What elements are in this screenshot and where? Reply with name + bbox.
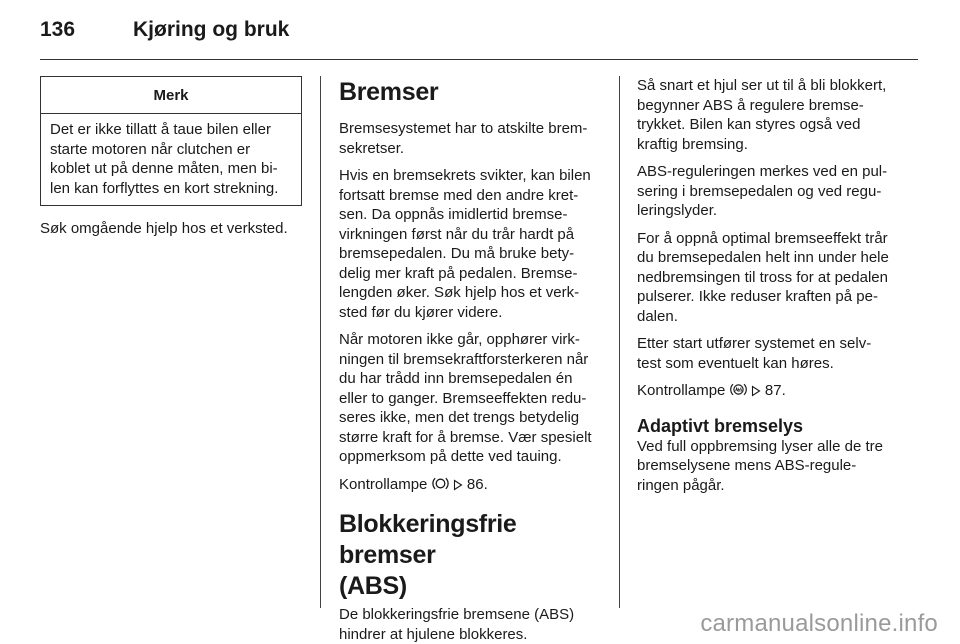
note-heading: Merk bbox=[41, 77, 301, 114]
paragraph: Bremsesystemet har to atskilte brem- sekretser. bbox=[339, 120, 588, 157]
note-line: Det er ikke tillatt å taue bilen eller bbox=[50, 121, 271, 138]
subheading-adaptivt-bremselys: Adaptivt bremselys bbox=[637, 415, 804, 436]
lamp-label: Kontrollampe bbox=[637, 382, 726, 399]
lamp-page: 87. bbox=[764, 382, 786, 399]
page-reference-arrow-icon bbox=[453, 479, 463, 491]
page-title: Kjøring og bruk bbox=[133, 18, 290, 41]
note-box bbox=[40, 76, 302, 206]
page-number: 136 bbox=[40, 18, 76, 41]
paragraph: Hvis en bremsekrets svikter, kan bilen fortsatt bremse med den andre kret- sen. Da oppnås imidlertid bremse- virkningen først når du trår hardt på bremsepedalen. Du må bruke bety- delig mer kraft på pedalen. Bremse- lengden øker. Søk hjelp hos et verk- sted før du kjører videre. bbox=[339, 167, 591, 321]
column-1 bbox=[40, 76, 302, 239]
note-line: starte motoren når clutchen er bbox=[50, 140, 251, 158]
paragraph: Søk omgående hjelp hos et verksted. bbox=[40, 220, 288, 237]
paragraph: ABS-reguleringen merkes ved en pul- sering i bremsepedalen og ved regu- leringslyder. bbox=[637, 163, 888, 219]
paragraph: Når motoren ikke går, opphører virk- ningen til bremsekraftforsterkeren når du har trådd inn bremsepedalen én eller to ganger. Bremseeffekten redu- seres ikke, men det trengs betydelig større kraft for å bremse. Vær spesielt oppmerksom på dette ved tauing. bbox=[339, 331, 592, 465]
brake-warning-icon bbox=[432, 476, 449, 491]
lamp-page: 86. bbox=[466, 475, 488, 493]
watermark: carmanualsonline.info bbox=[700, 610, 938, 637]
column-2 bbox=[339, 76, 603, 644]
paragraph: Så snart et hjul ser ut til å bli blokkert, begynner ABS å regulere bremse- trykket. Bilen kan styres også ved kraftig bremsing. bbox=[637, 77, 887, 153]
header-rule bbox=[40, 59, 918, 60]
paragraph: De blokkeringsfrie bremsene (ABS) hindrer at hjulene blokkeres. bbox=[339, 606, 575, 643]
note-line: koblet ut på denne måten, men bi- bbox=[50, 160, 278, 177]
note-text bbox=[41, 114, 301, 205]
paragraph: Ved full oppbremsing lyser alle de tre bremselysene mens ABS-regule- ringen pågår. bbox=[637, 437, 883, 494]
paragraph: For å oppnå optimal bremseeffekt trår du bremsepedalen helt inn under hele nedbremsingen til tross for at pedalen pulserer. Ikke reduser kraften på pe- dalen. bbox=[637, 229, 889, 325]
note-line: len kan forflyttes en kort strekning. bbox=[50, 179, 279, 197]
section-heading-abs: Blokkeringsfrie bremser (ABS) bbox=[339, 510, 517, 600]
abs-warning-icon bbox=[730, 382, 747, 397]
page-reference-arrow-icon bbox=[751, 385, 761, 397]
column-divider bbox=[619, 76, 620, 608]
column-3 bbox=[637, 76, 903, 495]
paragraph: Etter start utfører systemet en selv- test som eventuelt kan høres. bbox=[637, 335, 872, 372]
lamp-reference bbox=[637, 381, 903, 401]
section-heading-bremser: Bremser bbox=[339, 78, 439, 106]
lamp-label: Kontrollampe bbox=[339, 475, 428, 493]
column-divider bbox=[320, 76, 321, 608]
lamp-reference bbox=[339, 475, 603, 495]
